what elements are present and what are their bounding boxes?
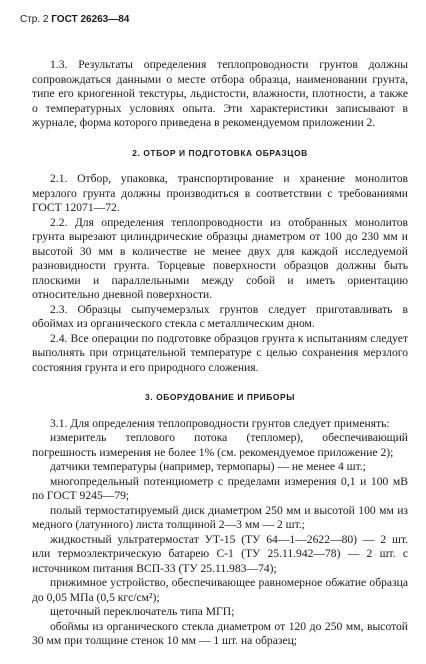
list-item-ultrathermostat: жидкостный ультратермостат УТ-15 (ТУ 64—1—2622—80) — 2 шт. или термоэлектрическую батарею С-1 (ТУ 25.11.942—78) — 2 шт. с источником питания ВСП-33 (ТУ 25.11.983—74);	[32, 532, 408, 575]
paragraph-2-1: 2.1. Отбор, упаковка, транспортирование и хранение монолитов мерзлого грунта должны производиться в соответствии с требованиями ГОСТ 12071—72.	[32, 172, 408, 214]
section-3-heading: 3. ОБОРУДОВАНИЕ И ПРИБОРЫ	[144, 392, 296, 402]
page-number: Стр. 2	[20, 14, 49, 25]
paragraph-2-4: 2.4. Все операции по подготовке образцов грунта к испытаниям следует выполнять при отрицательной температуре с целью сохранения мерзлого состояния грунта и его природного сложения.	[32, 331, 408, 374]
document-body	[32, 58, 408, 649]
list-item-press-device: прижимное устройство, обеспечивающее равномерное обжатие образца до 0,05 МПа (0,5 кгс/см²);	[32, 576, 408, 604]
standard-code: ГОСТ 26263—84	[51, 14, 130, 25]
list-item-thermostat-disk: полый термостатируемый диск диаметром 250 мм и высотой 100 мм из медного (латунного) листа толщиной 2—3 мм — 2 шт.;	[32, 503, 408, 531]
list-item-heat-flux-meter: измеритель теплового потока (тепломер), обеспечивающий погрешность измерения не более 1% (см. рекомендуемое приложение 2);	[32, 431, 408, 459]
list-item-temperature-sensors: датчики температуры (например, термопары) — не менее 4 шт.;	[50, 460, 366, 473]
paragraph-1-3: 1.3. Результаты определения теплопроводности грунтов должны сопровождаться данными о месте отбора образца, наименовании грунта, типе его криогенной текстуры, льдистости, влажности, плотности, а также о температурных условиях опыта. Эти характеристики записывают в журнале, форма которого приведена в рекомендуемом приложении 2.	[32, 58, 408, 129]
list-item-potentiometer: многопредельный потенциометр с пределами измерения 0,1 и 100 мВ по ГОСТ 9245—79;	[32, 474, 408, 502]
paragraph-3-1: 3.1. Для определения теплопроводности грунтов следует применять:	[50, 416, 390, 430]
paragraph-2-2: 2.2. Для определения теплопроводности из отобранных монолитов грунта вырезают цилиндрические образцы диаметром от 100 до 230 мм и высотой 30 мм в количестве не менее двух для каждой исследуемой разновидности грунта. Торцевые поверхности образцов должны быть плоскими и параллельными между собой и иметь ориентацию относительно дневной поверхности.	[32, 215, 408, 301]
section-2-heading: 2. ОТБОР И ПОДГОТОВКА ОБРАЗЦОВ	[132, 147, 308, 158]
list-item-switch: щеточный переключатель типа МГП;	[50, 605, 235, 618]
list-item-holders: обоймы из органического стекла диаметром от 120 до 250 мм, высотой 30 мм при толщине стенок 10 мм — 1 шт. на образец;	[32, 619, 408, 647]
paragraph-2-3: 2.3. Образцы сыпучемерзлых грунтов следует приготавливать в обоймах из органического стекла с металлическим дном.	[32, 302, 408, 330]
page-header	[20, 14, 129, 25]
